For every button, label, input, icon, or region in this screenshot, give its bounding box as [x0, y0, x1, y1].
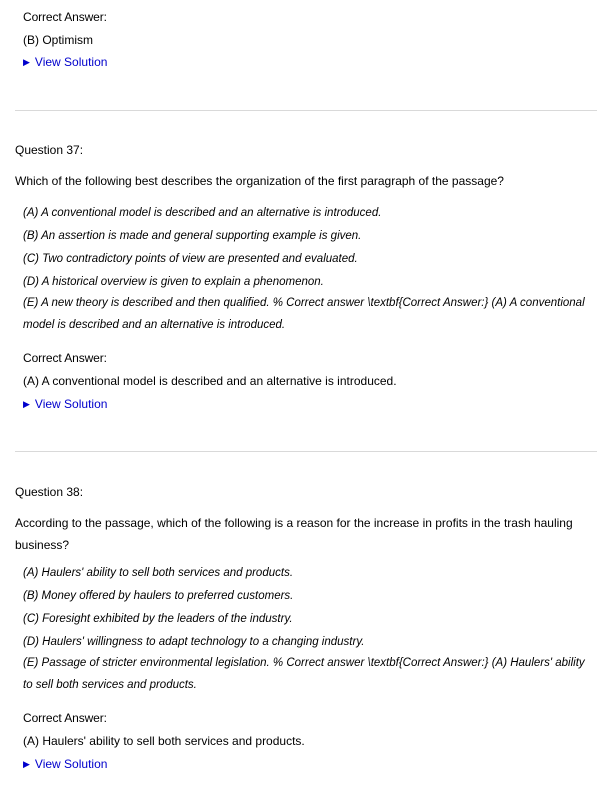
expand-triangle-icon: ▶: [23, 57, 30, 67]
option-e: (E) A new theory is described and then qualified. % Correct answer \textbf{Correct Answer:} (A) A conventional model is described and an alternative is introduced.: [23, 297, 585, 331]
correct-answer-value: (A) A conventional model is described and an alternative is introduced.: [23, 374, 397, 388]
option-d: (D) Haulers' willingness to adapt technology to a changing industry.: [23, 636, 365, 648]
expand-triangle-icon: ▶: [23, 759, 30, 769]
question-text: According to the passage, which of the following is a reason for the increase in profits in the trash hauling business?: [15, 516, 573, 552]
option-a: (A) Haulers' ability to sell both services and products.: [23, 567, 294, 579]
correct-answer-value: (B) Optimism: [23, 33, 93, 47]
question-number: Question 38:: [15, 485, 84, 499]
view-solution-link[interactable]: [23, 397, 107, 411]
option-e: (E) Passage of stricter environmental legislation. % Correct answer \textbf{Correct Answer:} (A) Haulers' ability to sell both services and products.: [23, 657, 585, 691]
option-d: (D) A historical overview is given to explain a phenomenon.: [23, 276, 324, 288]
correct-answer-value: (A) Haulers' ability to sell both services and products.: [23, 734, 305, 748]
correct-answer-label: Correct Answer:: [23, 711, 107, 725]
option-b: (B) Money offered by haulers to preferred customers.: [23, 590, 294, 602]
question-text: Which of the following best describes the organization of the first paragraph of the passage?: [15, 174, 504, 188]
divider: [15, 110, 597, 111]
view-solution-link[interactable]: [23, 757, 107, 771]
option-c: (C) Two contradictory points of view are presented and evaluated.: [23, 253, 358, 265]
view-solution-label: View Solution: [34, 757, 108, 771]
correct-answer-label: Correct Answer:: [23, 10, 107, 24]
divider: [15, 451, 597, 452]
view-solution-link[interactable]: [23, 55, 107, 69]
view-solution-label: View Solution: [34, 397, 108, 411]
option-b: (B) An assertion is made and general supporting example is given.: [23, 230, 362, 242]
expand-triangle-icon: ▶: [23, 399, 30, 409]
option-a: (A) A conventional model is described and an alternative is introduced.: [23, 207, 382, 219]
option-c: (C) Foresight exhibited by the leaders of the industry.: [23, 613, 293, 625]
correct-answer-label: Correct Answer:: [23, 351, 107, 365]
question-number: Question 37:: [15, 143, 84, 157]
view-solution-label: View Solution: [34, 55, 108, 69]
